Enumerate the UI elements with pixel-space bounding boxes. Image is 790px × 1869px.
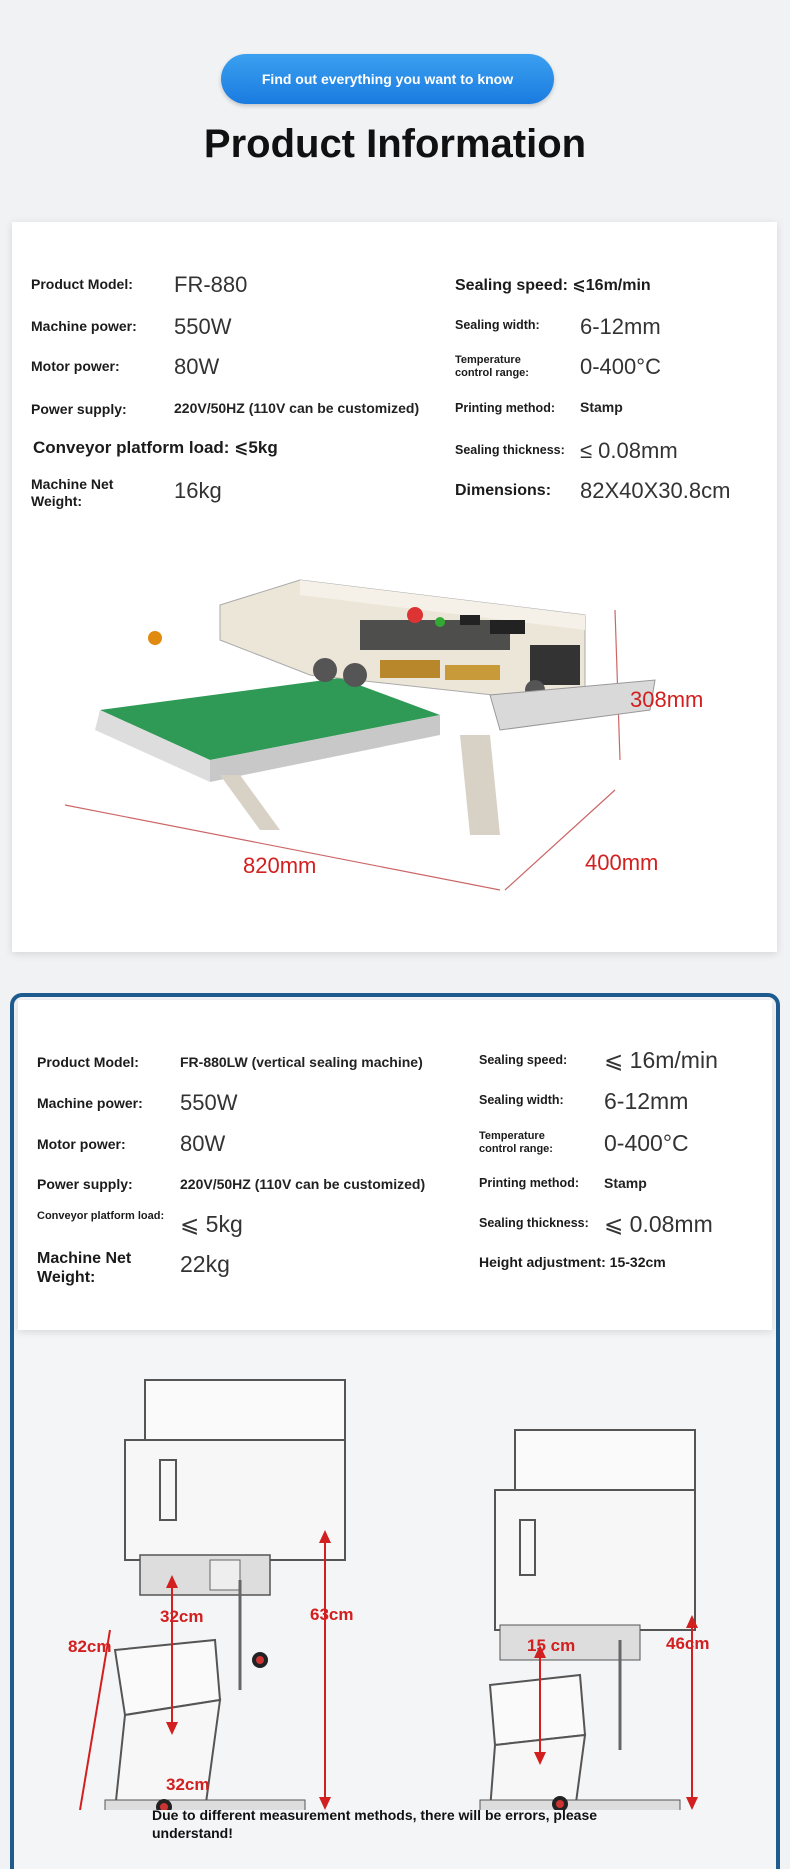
fr880-width-value: 6-12mm	[580, 314, 661, 339]
fr880-dims-label: Dimensions:	[455, 482, 552, 499]
fr880-weight-label: Machine Net Weight:	[31, 476, 114, 509]
fr880lw-temp-label: Temperature control range:	[479, 1130, 553, 1155]
fr880lw-dim-15cm: 15 cm	[527, 1636, 576, 1655]
fr880lw-thick-value: ⩽ 0.08mm	[604, 1211, 713, 1237]
fr880-thick-value: ≤ 0.08mm	[580, 438, 678, 463]
fr880lw-load-label: Conveyor platform load:	[37, 1210, 165, 1222]
fr880lw-dim-32cm-bottom: 32cm	[166, 1775, 210, 1794]
fr880lw-dimension-drawing	[60, 1370, 750, 1810]
fr880-supply-label: Power supply:	[31, 401, 127, 417]
fr880-print-label: Printing method:	[455, 401, 555, 415]
fr880lw-power-label: Machine power:	[37, 1095, 143, 1111]
fr880lw-weight-value: 22kg	[180, 1251, 230, 1277]
page-title: Product Information	[203, 122, 587, 166]
fr880-speed-text: Sealing speed: ⩽16m/min	[455, 277, 651, 294]
fr880lw-dim-82cm: 82cm	[68, 1637, 112, 1656]
fr880-power-value: 550W	[174, 314, 232, 339]
footer-note: Due to different measurement methods, there will be errors, please understand!	[152, 1807, 598, 1842]
fr880lw-dim-32cm-top: 32cm	[160, 1607, 204, 1626]
fr880-motor-label: Motor power:	[31, 358, 120, 374]
fr880lw-model-value: FR-880LW (vertical sealing machine)	[180, 1054, 423, 1070]
fr880lw-speed-label: Sealing speed:	[479, 1053, 568, 1067]
fr880lw-model-label: Product Model:	[37, 1054, 139, 1070]
fr880lw-height-text: Height adjustment: 15-32cm	[479, 1254, 666, 1270]
fr880-weight-value: 16kg	[174, 478, 222, 503]
fr880lw-motor-label: Motor power:	[37, 1136, 126, 1152]
fr880-load-text: Conveyor platform load: ⩽5kg	[33, 438, 278, 457]
fr880-motor-value: 80W	[174, 354, 220, 379]
fr880-dim-height: 308mm	[630, 687, 704, 712]
fr880-temp-value: 0-400°C	[580, 354, 661, 379]
info-pill-banner: Find out everything you want to know	[221, 54, 554, 104]
fr880-model-label: Product Model:	[31, 276, 133, 292]
fr880lw-load-value: ⩽ 5kg	[180, 1211, 243, 1237]
fr880-dim-length: 820mm	[243, 853, 317, 878]
fr880lw-motor-value: 80W	[180, 1131, 226, 1156]
fr880-width-label: Sealing width:	[455, 318, 540, 332]
fr880lw-print-label: Printing method:	[479, 1176, 579, 1190]
fr880-power-label: Machine power:	[31, 318, 137, 334]
fr880lw-supply-label: Power supply:	[37, 1176, 133, 1192]
fr880lw-dim-46cm: 46cm	[666, 1634, 710, 1653]
fr880-model-value: FR-880	[174, 272, 248, 297]
fr880lw-supply-value: 220V/50HZ (110V can be customized)	[180, 1176, 426, 1192]
fr880lw-temp-value: 0-400°C	[604, 1130, 689, 1156]
fr880-temp-label: Temperature control range:	[455, 354, 529, 379]
fr880-print-value: Stamp	[580, 399, 623, 415]
fr880lw-width-value: 6-12mm	[604, 1088, 689, 1114]
fr880lw-weight-label: Machine Net Weight:	[37, 1250, 132, 1287]
fr880lw-speed-value: ⩽ 16m/min	[604, 1047, 718, 1073]
fr880-thick-label: Sealing thickness:	[455, 443, 565, 457]
fr880lw-print-value: Stamp	[604, 1175, 647, 1191]
fr880-supply-value: 220V/50HZ (110V can be customized)	[174, 400, 420, 416]
fr880lw-power-value: 550W	[180, 1090, 238, 1115]
fr880-dim-depth: 400mm	[585, 850, 659, 875]
fr880lw-thick-label: Sealing thickness:	[479, 1216, 589, 1230]
fr880-dims-value: 82X40X30.8cm	[580, 478, 731, 503]
fr880lw-width-label: Sealing width:	[479, 1093, 564, 1107]
fr880lw-dim-63cm: 63cm	[310, 1605, 354, 1624]
